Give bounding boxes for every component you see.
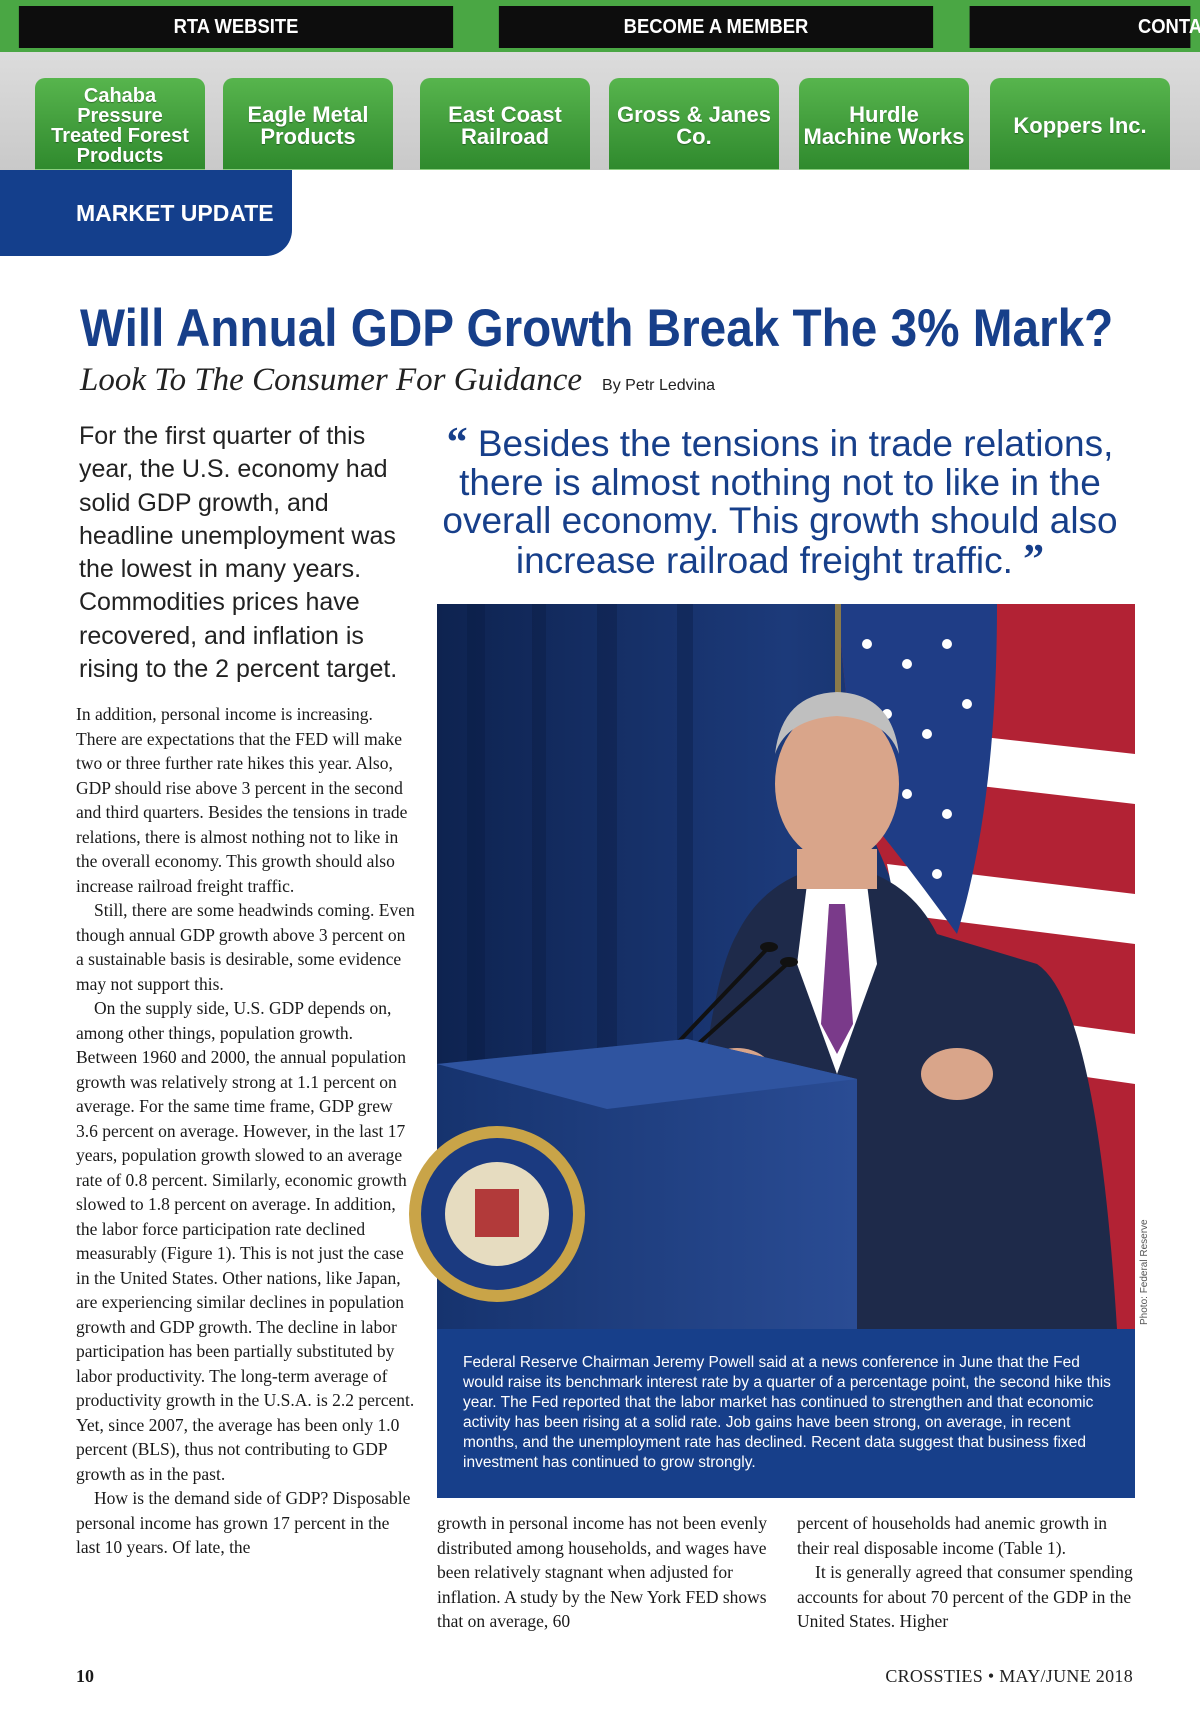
nav-rta-website[interactable]: RTA WEBSITE (19, 6, 453, 48)
open-quote-mark: “ (446, 420, 468, 466)
body-column-3 (797, 1511, 1137, 1634)
article-subline (80, 362, 715, 399)
article-photo (437, 604, 1135, 1329)
article-lead: For the first quarter of this year, the U.S. economy had solid GDP growth, and headline unemployment was the lowest in many years. Commodities prices have recovered, and inflation is rising to the 2 percent target. (79, 422, 398, 684)
photo-credit: Photo: Federal Reserve (1139, 1219, 1150, 1325)
page-number: 10 (76, 1666, 94, 1686)
podium-graphic (409, 1039, 857, 1329)
nav-become-member[interactable]: BECOME A MEMBER (499, 6, 933, 48)
publication-footer: CROSSTIES • MAY/JUNE 2018 (885, 1666, 1133, 1686)
body-paragraph: growth in personal income has not been evenly distributed among households, and wages have been relatively stagnant when adjusted for inflation. A study by the New York FED shows that on average, 60 (437, 1513, 767, 1631)
member-button-hurdle-machine[interactable]: Hurdle Machine Works (799, 78, 969, 170)
body-paragraph: On the supply side, U.S. GDP depends on, among other things, population growth. Between 1960 and 2000, the annual population growth was relatively strong at 1.1 percent on average. For the same time frame, GDP grew 3.6 percent on average. However, in the last 17 years, population growth slowed to an average rate of 0.8 percent. Similarly, economic growth slowed to 1.8 percent on average. In addition, the labor force participation rate declined measurably (Figure 1). This is not just the case in the United States. Other nations, like Japan, are experiencing similar declines in population growth and GDP growth. The decline in labor participation has been partially substituted by labor productivity. The long-term average of productivity growth in the U.S.A. is 2.2 percent. Yet, since 2007, the average has been only 1.0 percent (BLS), thus not contributing to GDP growth as in the past. (76, 998, 415, 1484)
body-column-2 (437, 1511, 777, 1634)
body-paragraph: percent of households had anemic growth in their real disposable income (Table 1). (797, 1513, 1108, 1558)
member-strip (0, 52, 1200, 170)
member-button-eagle-metal[interactable]: Eagle Metal Products (223, 78, 393, 170)
article-headline: Will Annual GDP Growth Break The 3% Mark? (80, 299, 1114, 358)
nav-contact[interactable]: CONTA (970, 6, 1191, 48)
close-quote-mark: ” (1023, 536, 1045, 583)
body-column-1 (76, 702, 416, 1560)
body-paragraph: In addition, personal income is increasing. There are expectations that the FED will make two or three further rate hikes this year. Also, GDP should rise above 3 percent in the second and third quarters. Besides the tensions in trade relations, there is almost nothing not to like in the overall economy. This growth should also increase railroad freight traffic. (76, 704, 408, 896)
member-button-koppers[interactable]: Koppers Inc. (990, 78, 1170, 170)
member-button-east-coast-railroad[interactable]: East Coast Railroad (420, 78, 590, 170)
member-button-gross-janes[interactable]: Gross & Janes Co. (609, 78, 779, 170)
top-nav (0, 0, 1200, 52)
article-dek: Look To The Consumer For Guidance (80, 362, 583, 398)
pull-quote (420, 420, 1140, 583)
member-button-cahaba[interactable]: Cahaba Pressure Treated Forest Products (35, 78, 205, 170)
body-paragraph: It is generally agreed that consumer spending accounts for about 70 percent of the GDP in the United States. Higher (797, 1562, 1133, 1631)
article-byline: By Petr Ledvina (602, 377, 715, 394)
section-tab-market-update: MARKET UPDATE (0, 170, 292, 256)
pull-quote-text: Besides the tensions in trade relations, there is almost nothing not to like in the overall economy. This growth should also increase railroad freight traffic. (442, 423, 1118, 581)
body-paragraph: Still, there are some headwinds coming. Even though annual GDP growth above 3 percent on a sustainable basis is desirable, some evidence may not support this. (76, 900, 415, 994)
body-paragraph: How is the demand side of GDP? Disposable personal income has grown 17 percent in the last 10 years. Of late, the (76, 1488, 411, 1557)
photo-caption: Federal Reserve Chairman Jeremy Powell said at a news conference in June that the Fed would raise its benchmark interest rate by a quarter of a percentage point, the second hike this year. The Fed reported that the labor market has continued to strengthen and that economic activity has been rising at a solid rate. Job gains have been strong, on average, in recent months, and the unemployment rate has declined. Recent data suggest that business fixed investment has continued to grow strongly. (437, 1329, 1135, 1498)
